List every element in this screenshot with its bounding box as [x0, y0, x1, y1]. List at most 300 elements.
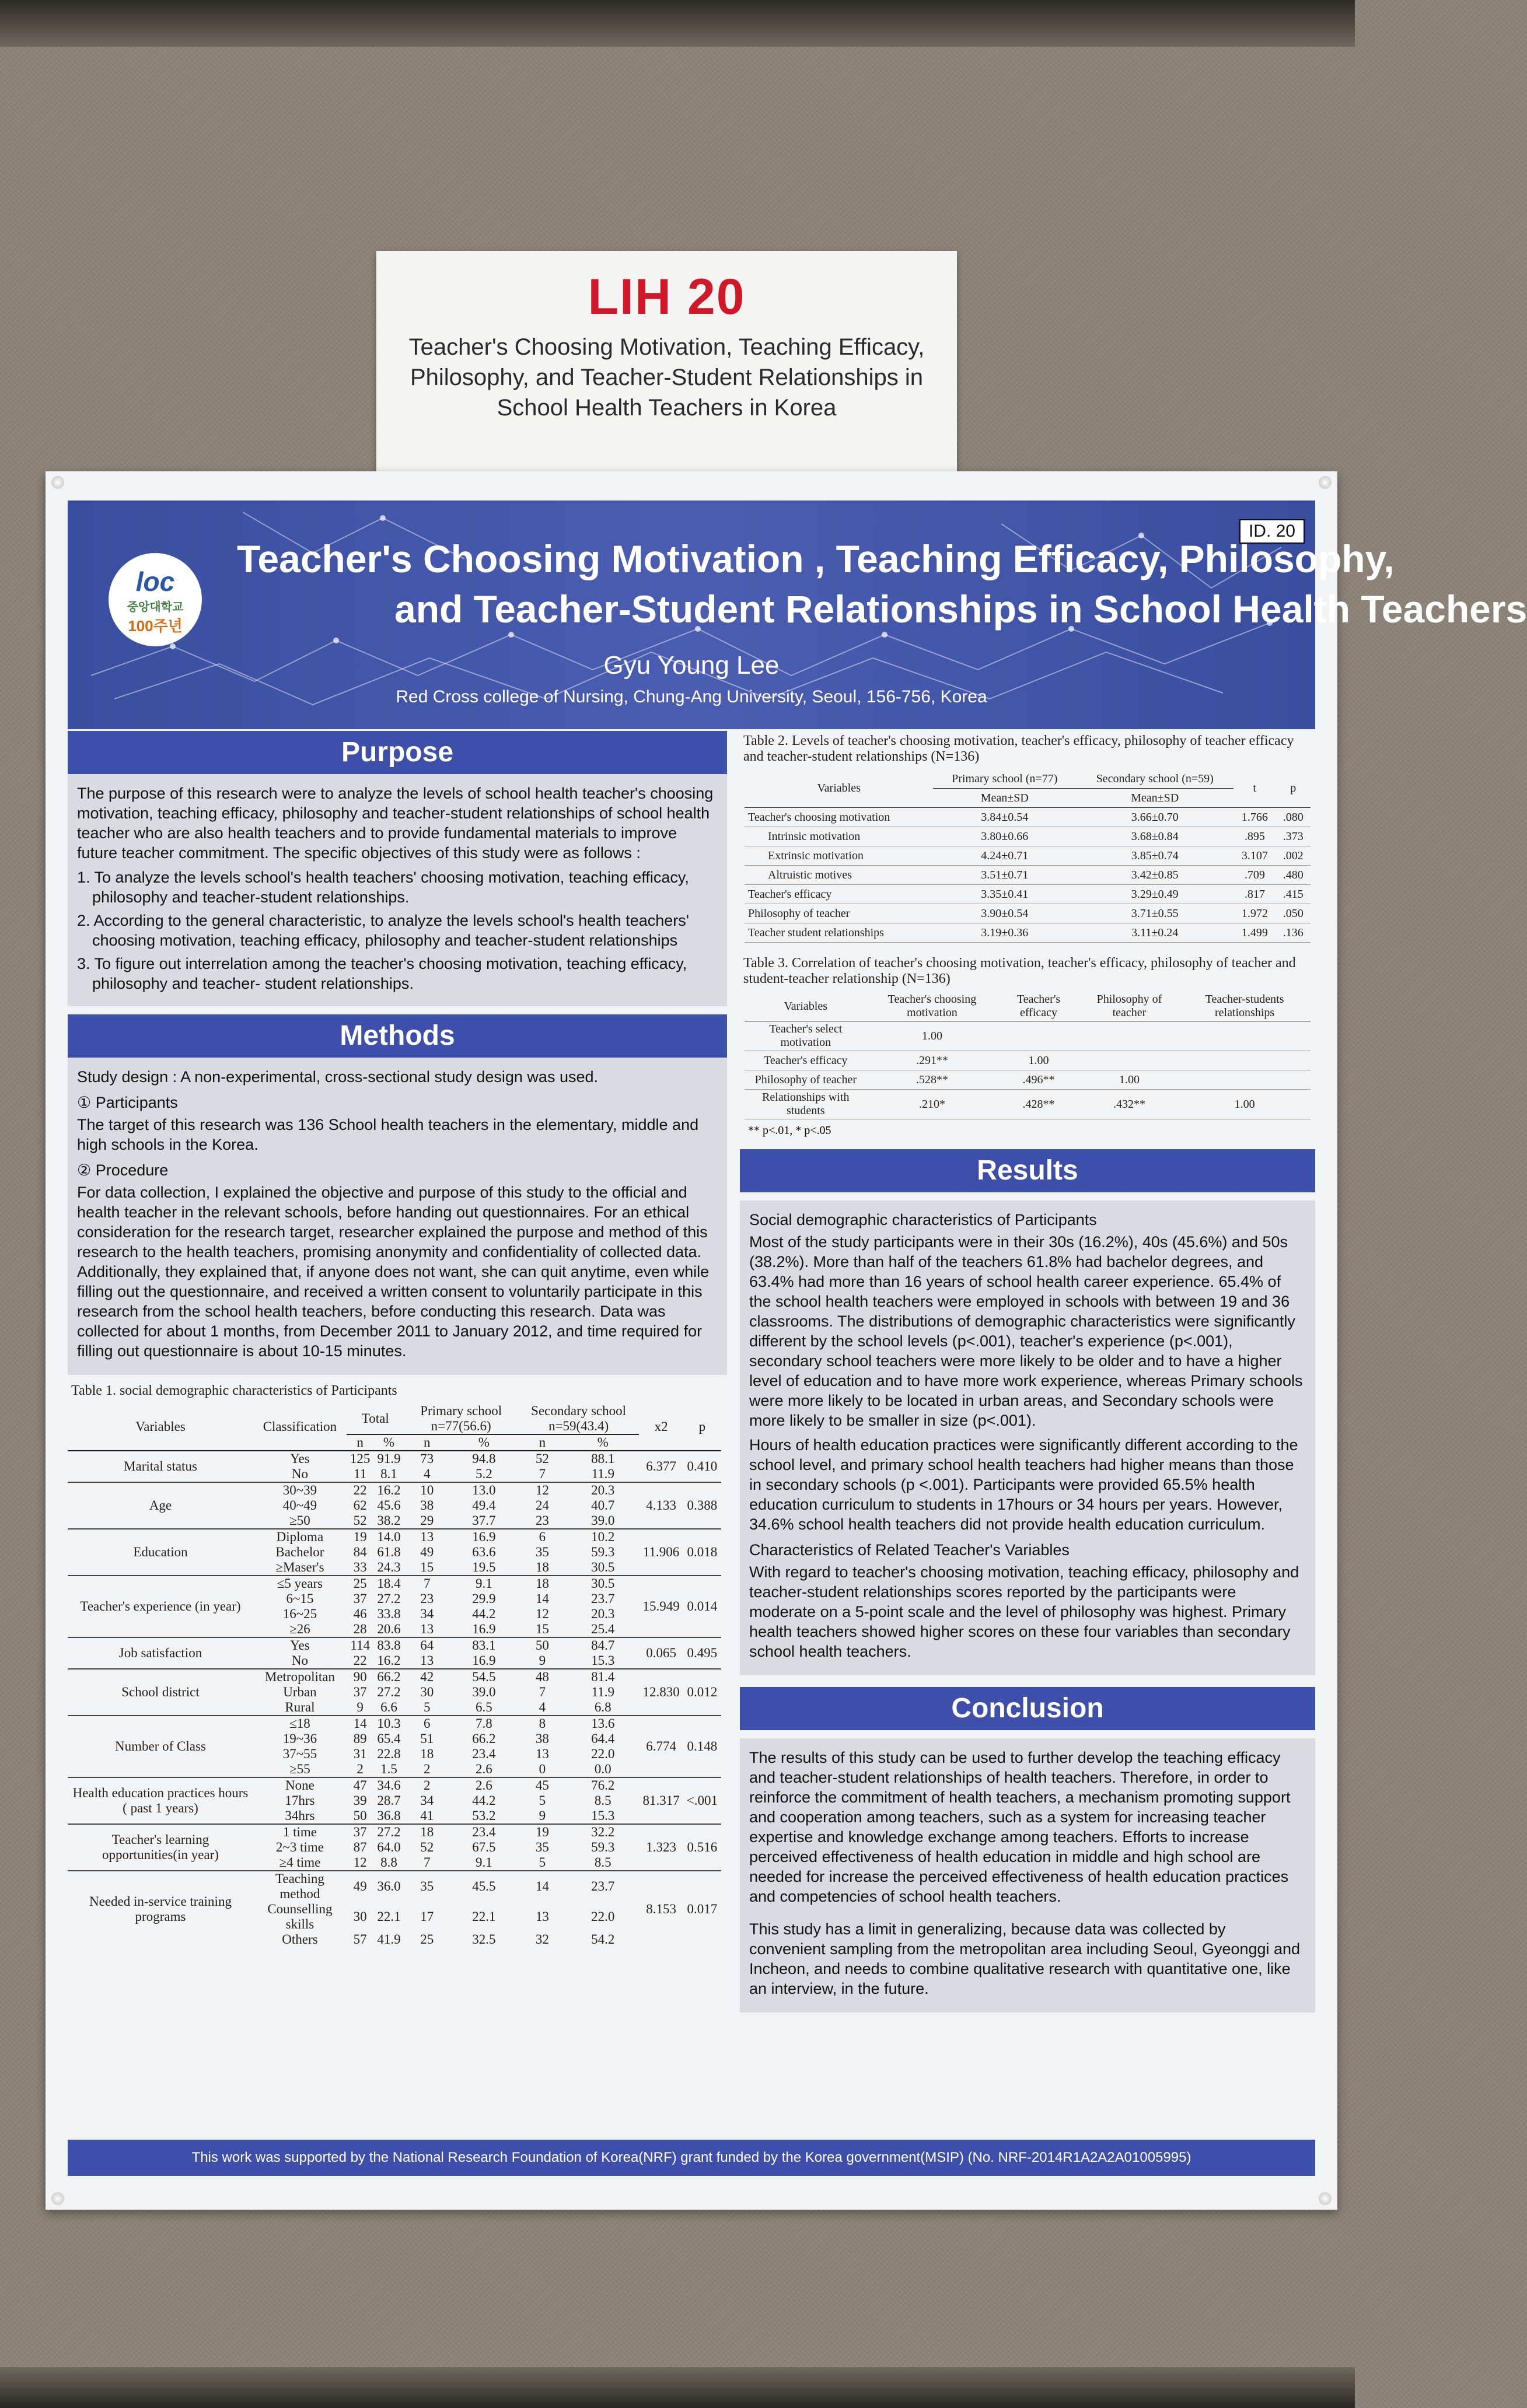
table-cell: .432** [1080, 1090, 1179, 1119]
table-cell: 14.0 [373, 1529, 404, 1545]
participants-heading: ① Participants [77, 1094, 178, 1111]
table-cell: 45 [518, 1777, 567, 1793]
table-cell: 84 [353, 1545, 367, 1559]
table-cell: 84.7 [567, 1637, 639, 1653]
table-cell: 48 [518, 1669, 567, 1685]
table-subheader: n [518, 1434, 567, 1451]
table-cell: Yes [253, 1637, 347, 1653]
table-cell: 23 [420, 1591, 434, 1606]
table-cell: 2 [404, 1777, 450, 1793]
table-cell: 3.66±0.70 [1076, 808, 1234, 827]
table-cell: 5 [424, 1700, 431, 1714]
table-cell: 1.766 [1234, 808, 1276, 827]
table-cell: 14 [347, 1716, 374, 1731]
table-cell: 42 [404, 1669, 450, 1685]
purpose-panel [68, 774, 727, 1006]
table-cell: None [253, 1777, 347, 1793]
funding-footer: This work was supported by the National Research Foundation of Korea(NRF) grant funded by the Korea government(MSIP) (No. NRF-2014R1A2A2A01005995) [68, 2140, 1315, 2176]
chi-square-cell: 12.830 [639, 1669, 683, 1716]
table-cell: 1.499 [1234, 923, 1276, 943]
table-cell: 13.0 [450, 1482, 518, 1498]
table-cell: 33 [353, 1560, 367, 1574]
table-cell: 35 [535, 1545, 549, 1559]
table-cell: 20.6 [377, 1622, 401, 1636]
table-cell: 33.8 [377, 1606, 401, 1621]
table-cell: 8.5 [594, 1855, 612, 1870]
table-cell: 59.3 [591, 1840, 615, 1854]
pushpin-icon [1319, 2192, 1332, 2205]
table-cell: 28.7 [377, 1793, 401, 1808]
table-cell: 2 [357, 1762, 364, 1776]
table-cell: 16.9 [472, 1653, 496, 1668]
table-cell: .895 [1234, 827, 1276, 846]
table-cell: 38.2 [377, 1513, 401, 1528]
table-cell: 32.5 [472, 1932, 496, 1947]
table-cell: 23.7 [567, 1871, 639, 1902]
table-cell: 23.7 [591, 1591, 615, 1606]
table-cell: 54.2 [591, 1932, 615, 1947]
table-header: x2 [639, 1404, 683, 1451]
table-cell: 67.5 [472, 1840, 496, 1854]
table-cell: 23 [535, 1513, 549, 1528]
procedure-text: For data collection, I explained the objective and purpose of this study to the official and health teacher in the relevant schools, before handing out questionnaires. For an ethical consideration for the research target, researcher explained the purpose and method of this research to the health teachers, promising anonymity and confidentiality of collected data. Additionally, they explained that, if anyone does not want, she can quit anytime, even while filling out the questionnaire, and received a written consent to voluntarily participate in this research from the school health teachers, before conducting this research. Data was collected for about 1 months, from December 2011 to January 2012, and time required for filling out questionnaire is about 10-15 minutes. [77, 1184, 710, 1360]
chi-square-cell: 11.906 [639, 1529, 683, 1576]
table-cell: 66.2 [373, 1669, 404, 1685]
table-cell: 19 [518, 1824, 567, 1840]
table-cell: 52 [353, 1513, 367, 1528]
participants-text: The target of this research was 136 School health teachers in the elementary, middle and high schools in the Korea. [77, 1116, 699, 1153]
label-id: LIH 20 [588, 269, 746, 325]
table-header: t [1234, 769, 1276, 808]
table-cell: 3.35±0.41 [933, 885, 1076, 904]
table-cell: 37.7 [472, 1513, 496, 1528]
table-cell: 9 [539, 1653, 546, 1668]
table-cell: Teacher's select motivation [745, 1021, 867, 1051]
table-cell: ≥Maser's [275, 1560, 324, 1574]
variable-cell: Health education practices hours ( past 1 years) [68, 1777, 253, 1824]
table-cell: 30~39 [253, 1482, 347, 1498]
table-cell: Diploma [253, 1529, 347, 1545]
table-cell: 15 [535, 1622, 549, 1636]
table-cell: 41 [420, 1808, 434, 1823]
pushpin-icon [51, 476, 64, 489]
table-cell: .291** [867, 1051, 998, 1070]
correlation-table [745, 992, 1311, 1119]
table-cell: 22 [347, 1482, 374, 1498]
table-cell: 16.2 [377, 1653, 401, 1668]
table-cell: 6.8 [594, 1700, 612, 1714]
table-header: p [683, 1404, 721, 1451]
table-row [745, 923, 1311, 943]
table-cell: 62 [353, 1498, 367, 1513]
table-row [68, 1637, 721, 1653]
variable-cell: Age [68, 1482, 253, 1529]
table-cell: 22.0 [591, 1909, 615, 1924]
table-cell: 13 [404, 1529, 450, 1545]
demographics-table-body [68, 1451, 721, 1947]
table3-caption: Table 3. Correlation of teacher's choosing motivation, teacher's efficacy, philosophy of teacher and student-teacher relationship (N=136) [743, 956, 1296, 986]
table-cell: 64.0 [377, 1840, 401, 1854]
logo-subtitle: 중앙대학교 [127, 601, 184, 614]
table-cell: 37 [347, 1824, 374, 1840]
table-row [68, 1669, 721, 1685]
objective-item: 1. To analyze the levels school's health teachers' choosing motivation, teaching efficacy, philosophy and teacher-student relationships. [77, 869, 689, 906]
poster-banner [68, 501, 1527, 729]
tables-area [740, 733, 1315, 1138]
table-cell: 114 [347, 1637, 374, 1653]
table-cell: 12 [535, 1606, 549, 1621]
conclusion-heading: Conclusion [740, 1687, 1315, 1730]
table-cell: 30 [420, 1685, 434, 1699]
table-cell: 8.1 [380, 1466, 397, 1481]
table-cell: 57 [353, 1932, 367, 1947]
table-cell: 25 [347, 1576, 374, 1591]
table-subheader: n [347, 1434, 374, 1451]
table-cell: 30 [353, 1909, 367, 1924]
table-row [745, 1070, 1311, 1090]
table-cell: 37 [353, 1685, 367, 1699]
table-cell: 90 [347, 1669, 374, 1685]
table-cell: 3.68±0.84 [1076, 827, 1234, 846]
p-value-cell: 0.012 [683, 1669, 721, 1716]
table-cell: 3.51±0.71 [933, 866, 1076, 885]
table-header: Primary school (n=77) [933, 769, 1076, 789]
table-cell: 87 [353, 1840, 367, 1854]
left-column [68, 731, 727, 1947]
table-subheader: % [450, 1434, 518, 1451]
table-cell: 50 [353, 1808, 367, 1823]
pushpin-icon [51, 2192, 64, 2205]
demographics-table [68, 1404, 721, 1947]
table-cell: Teacher's efficacy [745, 885, 933, 904]
table-cell: Others [282, 1932, 318, 1947]
table-cell: 4 [424, 1466, 431, 1481]
table-cell: 6~15 [286, 1591, 314, 1606]
table-cell: 11.9 [591, 1466, 614, 1481]
table-row [745, 846, 1311, 866]
table-cell: .817 [1234, 885, 1276, 904]
table-cell: 3.42±0.85 [1076, 866, 1234, 885]
poster-id-tag: ID. 20 [1239, 519, 1305, 544]
table-row [68, 1529, 721, 1545]
chi-square-cell: 6.774 [639, 1716, 683, 1777]
table-cell: 52 [518, 1451, 567, 1466]
procedure-heading: ② Procedure [77, 1161, 169, 1179]
methods-panel [68, 1058, 727, 1375]
table-cell: Teacher's efficacy [745, 1051, 867, 1070]
table-cell: 5 [539, 1793, 546, 1808]
table-cell: 29.9 [472, 1591, 496, 1606]
table-cell: 2~3 time [275, 1840, 324, 1854]
table-header: Teacher-students relationships [1179, 992, 1311, 1021]
table-cell: 46 [353, 1606, 367, 1621]
table-cell: 16~25 [282, 1606, 317, 1621]
variable-cell: Marital status [68, 1451, 253, 1482]
table-cell: 34.6 [373, 1777, 404, 1793]
table-cell: 53.2 [472, 1808, 496, 1823]
table-cell: 59.3 [591, 1545, 615, 1559]
poster-title-line1: Teacher's Choosing Motivation , Teaching Efficacy, Philosophy, [237, 537, 1395, 580]
table-cell: 11 [354, 1466, 367, 1481]
table-cell: 63.6 [472, 1545, 496, 1559]
table-cell: 1 time [253, 1824, 347, 1840]
p-value-cell: <.001 [683, 1777, 721, 1824]
table-cell: 39 [353, 1793, 367, 1808]
table-cell: 36.8 [377, 1808, 401, 1823]
p-value-cell: 0.388 [683, 1482, 721, 1529]
table-cell: 2.6 [450, 1777, 518, 1793]
university-logo [109, 553, 202, 646]
table-cell: 32.2 [567, 1824, 639, 1840]
table-cell: 34 [420, 1793, 434, 1808]
table-cell: 23.4 [450, 1824, 518, 1840]
research-poster [46, 471, 1527, 2210]
table-header: Teacher's choosing motivation [867, 992, 998, 1021]
table-header: p [1276, 769, 1311, 808]
table-cell: 51 [420, 1731, 434, 1746]
table-cell: .050 [1276, 904, 1311, 923]
table-cell: 8 [518, 1716, 567, 1731]
table-cell: 49 [420, 1545, 434, 1559]
table-cell: 8.8 [380, 1855, 397, 1870]
table-cell: 1.00 [1080, 1070, 1179, 1090]
table-cell: 3.29±0.49 [1076, 885, 1234, 904]
pushpin-icon [1319, 476, 1332, 489]
table-cell: 22.8 [377, 1746, 401, 1761]
table-cell: 7 [424, 1855, 431, 1870]
table-cell: 9.1 [450, 1576, 518, 1591]
table-cell: No [291, 1653, 308, 1668]
table-cell: Philosophy of teacher [745, 904, 933, 923]
table-header: Teacher's efficacy [997, 992, 1079, 1021]
table-cell: No [291, 1466, 308, 1481]
floor-shadow [0, 2367, 1355, 2408]
table-header: Variables [745, 992, 867, 1021]
table-cell: 49 [347, 1871, 374, 1902]
p-value-cell: 0.014 [683, 1576, 721, 1637]
results-subheading: Characteristics of Related Teacher's Variables [749, 1541, 1070, 1559]
table-cell: 76.2 [567, 1777, 639, 1793]
table-cell: 18 [518, 1576, 567, 1591]
table-cell: 18 [535, 1560, 549, 1574]
table-cell: 3.19±0.36 [933, 923, 1076, 943]
levels-table-body [745, 808, 1311, 943]
table-cell: Extrinsic motivation [745, 846, 933, 866]
table-cell: 37~55 [282, 1746, 317, 1761]
table-cell: .480 [1276, 866, 1311, 885]
table-cell: 27.2 [377, 1591, 401, 1606]
table-cell: ≥55 [289, 1762, 310, 1776]
chi-square-cell: 8.153 [639, 1871, 683, 1947]
table-cell: Metropolitan [253, 1669, 347, 1685]
p-value-cell: 0.516 [683, 1824, 721, 1871]
poster-title-line2: and Teacher-Student Relationships in School Health Teachers [394, 587, 1527, 631]
table-cell: Rural [285, 1700, 315, 1714]
table-cell: 6.5 [475, 1700, 492, 1714]
table-row [68, 1871, 721, 1902]
results-panel [740, 1200, 1315, 1675]
table-cell: 16.9 [450, 1529, 518, 1545]
table-cell: 2 [424, 1762, 431, 1776]
table-cell: Altruistic motives [745, 866, 933, 885]
table-cell: 4.24±0.71 [933, 846, 1076, 866]
variable-cell: Job satisfaction [68, 1637, 253, 1669]
table-cell: 44.2 [472, 1793, 496, 1808]
table-cell: 34hrs [285, 1808, 315, 1823]
table-cell: 64 [404, 1637, 450, 1653]
variable-cell: Number of Class [68, 1716, 253, 1777]
conclusion-panel [740, 1738, 1315, 2013]
table-subheader: Mean±SD [933, 789, 1076, 808]
table-header: Secondary school (n=59) [1076, 769, 1234, 789]
table-cell: 65.4 [377, 1731, 401, 1746]
table-cell: 18 [420, 1746, 434, 1761]
variable-cell: School district [68, 1669, 253, 1716]
table-cell: .002 [1276, 846, 1311, 866]
table-cell: 0.0 [594, 1762, 612, 1776]
table-cell: 6.6 [380, 1700, 397, 1714]
table-cell: 1.5 [380, 1762, 397, 1776]
table-row [68, 1576, 721, 1591]
table-row [68, 1482, 721, 1498]
table-cell: 45.5 [450, 1871, 518, 1902]
table-cell: 31 [353, 1746, 367, 1761]
table-header: Primary school n=77(56.6) [404, 1404, 518, 1434]
table-cell: 7 [539, 1685, 546, 1699]
table-cell: 22.1 [377, 1909, 401, 1924]
table-cell: 5 [539, 1855, 546, 1870]
table-cell: ≥50 [289, 1513, 310, 1528]
table-cell: 19 [347, 1529, 374, 1545]
table-cell: 20.3 [567, 1482, 639, 1498]
right-column [740, 731, 1315, 2013]
table-cell: Counselling skills [267, 1902, 333, 1931]
table-cell: 89 [353, 1731, 367, 1746]
table-row [745, 827, 1311, 846]
table-cell: 13 [535, 1909, 549, 1924]
table-cell: 25 [420, 1932, 434, 1947]
table-subheader: % [567, 1434, 639, 1451]
label-title: Teacher's Choosing Motivation, Teaching Efficacy, Philosophy, and Teacher-Student Relationships in School Health Teachers in Korea [408, 334, 925, 421]
table-cell: 27.2 [373, 1824, 404, 1840]
table-row [68, 1824, 721, 1840]
table-cell: 4 [539, 1700, 546, 1714]
table-cell: 9 [357, 1700, 364, 1714]
table-cell [1179, 1051, 1311, 1070]
table-cell: 18.4 [373, 1576, 404, 1591]
table-cell: .496** [997, 1070, 1079, 1090]
table-cell: 7 [539, 1466, 546, 1481]
table-cell: .528** [867, 1070, 998, 1090]
purpose-intro: The purpose of this research were to analyze the levels of school health teacher's choosing motivation, teaching efficacy, philosophy and teacher-student relationships of school health teacher who are also health teachers and to provide fundamental materials to improve future teacher commitment. The specific objectives of this study were as follows : [77, 785, 714, 862]
table-cell: ≤18 [253, 1716, 347, 1731]
table-cell: 12 [518, 1482, 567, 1498]
table-cell [1080, 1051, 1179, 1070]
table-cell: 49.4 [472, 1498, 496, 1513]
table-cell: 30.5 [567, 1576, 639, 1591]
table-cell: .210* [867, 1090, 998, 1119]
table-cell: .080 [1276, 808, 1311, 827]
table-cell: 6 [518, 1529, 567, 1545]
table-cell: 7.8 [450, 1716, 518, 1731]
table-cell: 38 [535, 1731, 549, 1746]
p-value-cell: 0.495 [683, 1637, 721, 1669]
table-cell: 22.1 [472, 1909, 496, 1924]
table-cell: 19.5 [472, 1560, 496, 1574]
author-affiliation: Red Cross college of Nursing, Chung-Ang University, Seoul, 156-756, Korea [396, 687, 987, 706]
table-row [68, 1777, 721, 1793]
table-cell: 39.0 [472, 1685, 496, 1699]
table-cell: 39.0 [591, 1513, 615, 1528]
table-cell: 14 [518, 1871, 567, 1902]
table-cell: 3.71±0.55 [1076, 904, 1234, 923]
table-row [68, 1451, 721, 1466]
table-cell: 54.5 [450, 1669, 518, 1685]
objective-item: 2. According to the general characteristic, to analyze the levels school's health teachers' choosing motivation, teaching efficacy, philosophy and teacher-student relationships [77, 912, 689, 949]
table-cell: 24 [535, 1498, 549, 1513]
table-cell: 13 [420, 1653, 434, 1668]
table-cell: 9 [539, 1808, 546, 1823]
table-cell: 52 [420, 1840, 434, 1854]
table-cell: 13 [420, 1622, 434, 1636]
table-cell: Teacher student relationships [745, 923, 933, 943]
table-cell: 37 [353, 1591, 367, 1606]
table-cell: 19~36 [282, 1731, 317, 1746]
p-value-cell: 0.148 [683, 1716, 721, 1777]
logo-centennial: 100주년 [128, 617, 183, 635]
significance-note: ** p<.01, * p<.05 [748, 1124, 831, 1137]
variable-cell: Teacher's learning opportunities(in year) [68, 1824, 253, 1871]
table-cell: 81.4 [567, 1669, 639, 1685]
table-cell: 41.9 [377, 1932, 401, 1947]
ceiling-shadow [0, 0, 1355, 47]
results-paragraph: Hours of health education practices were significantly different according to the school level, and primary school health teachers had higher means than those in secondary schools (p <.001). Participants were provided 65.5% health education curriculum to students in 17hours or 34 hours per years. However, 34.6% school health teachers did not provide health education curriculum. [749, 1436, 1298, 1533]
table-cell: 24.3 [377, 1560, 401, 1574]
study-design: Study design : A non-experimental, cross-sectional study design was used. [77, 1068, 598, 1086]
table-subheader: n [404, 1434, 450, 1451]
table-cell: 35 [535, 1840, 549, 1854]
table-cell: 16.9 [472, 1622, 496, 1636]
table-cell: 36.0 [373, 1871, 404, 1902]
table-cell: 125 [347, 1451, 374, 1466]
table-row [745, 808, 1311, 827]
table-cell: ≤5 years [253, 1576, 347, 1591]
table-cell: 16.2 [373, 1482, 404, 1498]
table-cell: Bachelor [275, 1545, 324, 1559]
table-cell: 3.107 [1234, 846, 1276, 866]
table-cell: 13.6 [567, 1716, 639, 1731]
table-header: Total [347, 1404, 404, 1434]
table-cell: 2.6 [475, 1762, 492, 1776]
chi-square-cell: 1.323 [639, 1824, 683, 1871]
chi-square-cell: 6.377 [639, 1451, 683, 1482]
conclusion-paragraph: The results of this study can be used to further develop the teaching efficacy and teacher-student relationships of health teachers. Therefore, in order to reinforce the commitment of health teachers, a mechanism promoting support and cooperation among teachers, such as a system for increasing teacher expertise and knowledge exchange among teachers. Efforts to increase perceived effectiveness of health education in middle and high school are needed for increase the perceived effectiveness of health education practices and competencies of school health teachers. [749, 1749, 1291, 1905]
table1-caption: Table 1. social demographic characteristics of Participants [71, 1383, 397, 1398]
table-cell: 27.2 [377, 1685, 401, 1699]
table-cell: 83.1 [450, 1637, 518, 1653]
table-cell: 5.2 [475, 1466, 492, 1481]
p-value-cell: 0.017 [683, 1871, 721, 1947]
table-cell: 91.9 [373, 1451, 404, 1466]
table-cell: 9.1 [475, 1855, 492, 1870]
table-subheader: Mean±SD [1076, 789, 1234, 808]
p-value-cell: 0.018 [683, 1529, 721, 1576]
table-cell: 50 [518, 1637, 567, 1653]
table-cell: .136 [1276, 923, 1311, 943]
table-cell [1179, 1021, 1311, 1051]
table-cell: 22 [353, 1653, 367, 1668]
table-subheader: % [373, 1434, 404, 1451]
